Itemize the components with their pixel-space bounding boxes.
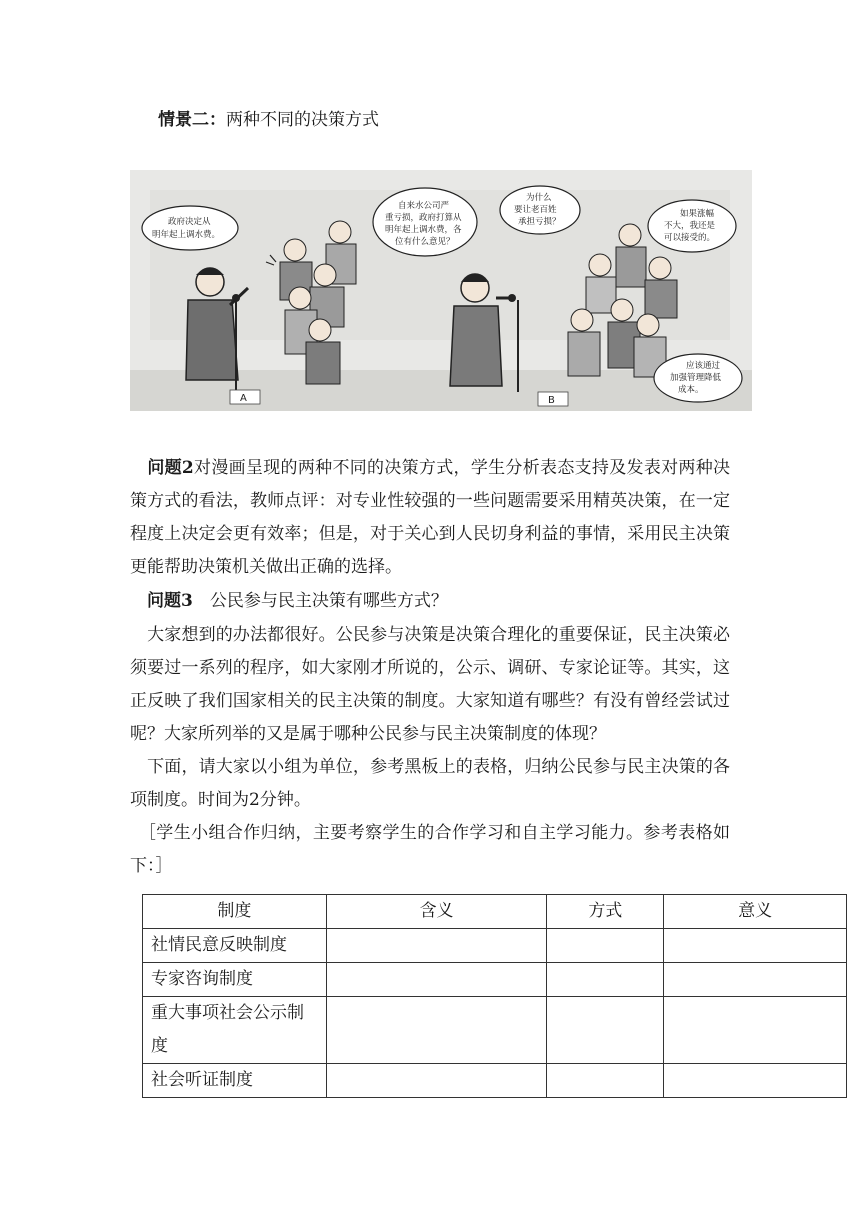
panel-b-official-line-4: 位有什么意见？ [395, 237, 455, 247]
discussion-text: 大家想到的办法都很好。公民参与决策是决策合理化的重要保证，民主决策必须要过一系列的程序，如大家刚才所说的，公示、调研、专家论证等。其实，这正反映了我们国家相关的民主决策的制度。大家知道有哪些？有没有曾经尝试过呢？大家所列举的又是属于哪种公民参与民主决策制度的体现？ [130, 625, 731, 744]
group-task-text: 下面，请大家以小组为单位，参考黑板上的表格，归纳公民参与民主决策的各项制度。时间为2分钟。 [130, 757, 731, 810]
table-header-row [143, 895, 847, 929]
section-heading-text: 两种不同的决策方式 [226, 110, 379, 130]
table-cell[interactable] [326, 963, 547, 997]
table-row [143, 929, 847, 963]
row-system-name: 社情民意反映制度 [143, 929, 327, 963]
panel-b-question-line-1: 为什么 [526, 193, 552, 203]
panel-b-management-line-2: 加强管理降低 [670, 373, 722, 383]
system-table [142, 894, 847, 1098]
section-heading-label: 情景二： [158, 110, 226, 130]
panel-b-speech-question [500, 186, 580, 234]
question-2-text: 对漫画呈现的两种不同的决策方式，学生分析表态支持及发表对两种决策方式的看法，教师点评：对专业性较强的一些问题需要采用精英决策，在一定程度上决定会更有效率；但是，对于关心到人民切身利益的事情，采用民主决策更能帮助决策机关做出正确的选择。 [130, 458, 731, 577]
row-system-name: 专家咨询制度 [143, 963, 327, 997]
table-cell[interactable] [547, 997, 664, 1064]
panel-b-official-line-2: 重亏损，政府打算从 [385, 213, 462, 223]
panel-b-official-line-1: 自来水公司严 [398, 201, 450, 211]
panel-a-speech-line-1: 政府决定从 [168, 217, 211, 227]
question-3-text: 公民参与民主决策有哪些方式？ [192, 591, 448, 611]
panel-b-acceptable-line-1: 如果涨幅 [680, 209, 715, 219]
question-2-label: 问题2 [147, 458, 194, 478]
paragraph-question-2 [130, 452, 730, 584]
section-heading [158, 105, 379, 130]
header-system: 制度 [143, 895, 327, 929]
header-meaning: 含义 [326, 895, 547, 929]
row-system-name: 重大事项社会公示制度 [143, 997, 327, 1064]
panel-a-speech-line-2: 明年起上调水费。 [152, 230, 221, 240]
table-cell[interactable] [326, 997, 547, 1064]
paragraph-question-3 [130, 585, 730, 618]
panel-a-speech [142, 206, 238, 250]
header-significance: 意义 [664, 895, 847, 929]
paragraph-table-intro [130, 817, 730, 883]
table-cell[interactable] [547, 929, 664, 963]
panel-a-label: A [240, 393, 247, 404]
table-cell[interactable] [547, 963, 664, 997]
panel-b-acceptable-line-2: 不大，我还是 [664, 221, 716, 231]
table-intro-text: ［学生小组合作归纳，主要考察学生的合作学习和自主学习能力。参考表格如下：］ [130, 823, 731, 876]
question-3-label: 问题3 [147, 591, 193, 611]
panel-b-speech-acceptable [648, 200, 736, 252]
table-cell[interactable] [664, 963, 847, 997]
panel-b-acceptable-line-3: 可以接受的。 [664, 233, 716, 243]
panel-b-management-line-1: 应该通过 [686, 361, 721, 371]
row-system-name: 社会听证制度 [143, 1064, 327, 1098]
panel-b-question-line-2: 要让老百姓 [514, 205, 557, 215]
panel-b-speech-official [373, 188, 477, 256]
table-row [143, 997, 847, 1064]
table-row [143, 963, 847, 997]
header-method: 方式 [547, 895, 664, 929]
table-row [143, 1064, 847, 1098]
panel-b-official-line-3: 明年起上调水费，各 [385, 225, 462, 235]
table-cell[interactable] [664, 1064, 847, 1098]
table-cell[interactable] [547, 1064, 664, 1098]
panel-b-speech-management [654, 354, 742, 402]
paragraph-group-task [130, 751, 730, 817]
table-cell[interactable] [326, 1064, 547, 1098]
panel-b-label: B [548, 395, 555, 406]
panel-b-management-line-3: 成本。 [678, 385, 704, 395]
panel-b-question-line-3: 承担亏损？ [518, 217, 561, 227]
cartoon-illustration [130, 170, 752, 411]
table-cell[interactable] [326, 929, 547, 963]
paragraph-discussion [130, 619, 730, 751]
table-cell[interactable] [664, 997, 847, 1064]
table-cell[interactable] [664, 929, 847, 963]
